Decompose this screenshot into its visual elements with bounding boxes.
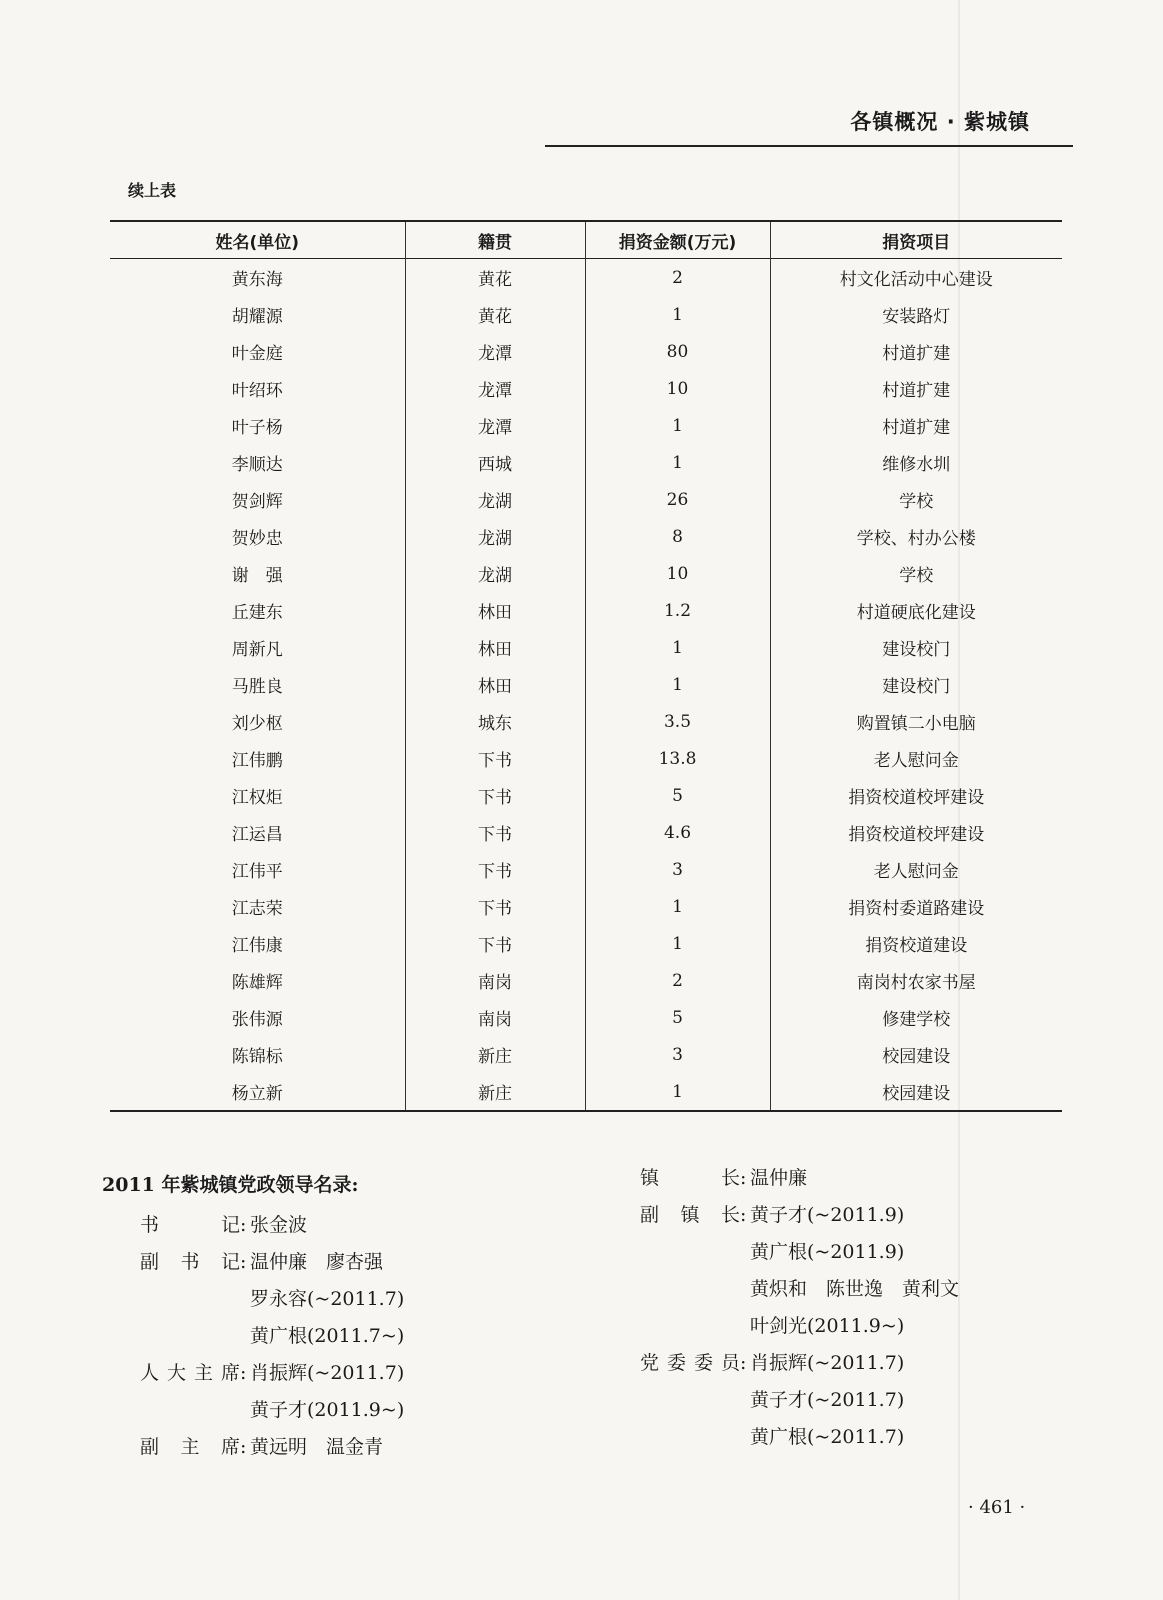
leader-names: 罗永容(~2011.7)	[250, 1288, 405, 1310]
leader-entry	[640, 1271, 959, 1308]
leader-entry	[640, 1160, 959, 1197]
donor-origin: 龙湖	[405, 555, 585, 592]
position-colon	[740, 1234, 750, 1271]
donor-origin: 龙潭	[405, 333, 585, 370]
table-row	[110, 629, 1062, 666]
position-colon	[740, 1308, 750, 1345]
column-header-amount: 捐资金额(万元)	[585, 221, 770, 259]
table-row	[110, 851, 1062, 888]
table-row	[110, 444, 1062, 481]
table-row	[110, 703, 1062, 740]
leader-position	[640, 1419, 740, 1456]
leaders-list-title: 2011 年紫城镇党政领导名录:	[102, 1174, 359, 1196]
leader-position	[140, 1318, 240, 1355]
donor-name: 周新凡	[231, 640, 283, 660]
donor-name: 江运昌	[231, 825, 283, 845]
leader-entry	[640, 1419, 959, 1456]
donor-name: 贺剑辉	[231, 492, 283, 512]
donation-amount: 3	[585, 851, 770, 888]
leader-entry	[140, 1429, 404, 1466]
leader-names: 温仲廉 廖杏强	[250, 1251, 384, 1273]
donor-origin: 林田	[405, 666, 585, 703]
position-colon	[240, 1281, 250, 1318]
donor-origin: 城东	[405, 703, 585, 740]
running-header: 各镇概况 · 紫城镇	[850, 110, 1030, 134]
donation-table-header	[110, 221, 1062, 259]
donor-origin: 林田	[405, 592, 585, 629]
donor-name: 江伟鹏	[231, 751, 283, 771]
leader-entry	[640, 1234, 959, 1271]
column-header-name: 姓名(单位)	[215, 232, 300, 253]
table-continued-caption: 续上表	[128, 181, 177, 200]
table-row	[110, 925, 1062, 962]
donor-name: 李顺达	[231, 455, 283, 475]
donation-amount: 1	[585, 407, 770, 444]
leader-entry	[640, 1308, 959, 1345]
donor-origin: 龙湖	[405, 481, 585, 518]
donation-amount: 2	[585, 259, 770, 297]
position-colon	[740, 1382, 750, 1419]
leader-position: 副主席	[140, 1436, 240, 1458]
leader-entry	[640, 1345, 959, 1382]
donor-name: 张伟源	[231, 1010, 283, 1030]
donor-name: 谢 强	[231, 566, 283, 586]
donation-project: 村道扩建	[770, 333, 1062, 370]
leader-entry	[140, 1318, 404, 1355]
donation-amount: 8	[585, 518, 770, 555]
donor-origin: 黄花	[405, 259, 585, 297]
donor-origin: 下书	[405, 777, 585, 814]
donation-amount: 10	[585, 555, 770, 592]
leader-names: 黄子才(~2011.9)	[750, 1204, 905, 1226]
donation-project: 学校	[770, 481, 1062, 518]
donation-project: 村道扩建	[770, 370, 1062, 407]
donation-amount: 1	[585, 629, 770, 666]
donation-table	[110, 220, 1062, 1112]
donor-origin: 下书	[405, 814, 585, 851]
donor-name: 江伟康	[231, 936, 283, 956]
donation-project: 学校、村办公楼	[770, 518, 1062, 555]
donation-amount: 10	[585, 370, 770, 407]
donor-origin: 新庄	[405, 1036, 585, 1073]
table-row	[110, 740, 1062, 777]
leaders-right-column	[640, 1160, 959, 1456]
table-row	[110, 1073, 1062, 1111]
donation-project: 校园建设	[770, 1036, 1062, 1073]
leader-names: 黄炽和 陈世逸 黄利文	[750, 1278, 960, 1300]
donor-name: 叶绍环	[231, 381, 283, 401]
table-row	[110, 999, 1062, 1036]
donor-origin: 南岗	[405, 999, 585, 1036]
donation-amount: 5	[585, 999, 770, 1036]
donor-origin: 下书	[405, 851, 585, 888]
donor-name: 马胜良	[231, 677, 283, 697]
position-colon: :	[240, 1251, 247, 1273]
table-row	[110, 481, 1062, 518]
donor-name: 胡耀源	[231, 307, 283, 327]
donation-project: 捐资校道校坪建设	[770, 777, 1062, 814]
leader-names: 黄子才(2011.9~)	[250, 1399, 405, 1421]
table-row	[110, 296, 1062, 333]
leader-position: 镇长	[640, 1167, 740, 1189]
donation-amount: 13.8	[585, 740, 770, 777]
leader-entry	[640, 1197, 959, 1234]
donor-origin: 下书	[405, 925, 585, 962]
donation-project: 安装路灯	[770, 296, 1062, 333]
donation-amount: 5	[585, 777, 770, 814]
donation-amount: 26	[585, 481, 770, 518]
donation-project: 建设校门	[770, 666, 1062, 703]
donation-project: 修建学校	[770, 999, 1062, 1036]
donor-name: 陈锦标	[231, 1047, 283, 1067]
donation-project: 建设校门	[770, 629, 1062, 666]
position-colon	[740, 1419, 750, 1456]
leader-names: 黄广根(2011.7~)	[250, 1325, 405, 1347]
donation-project: 南岗村农家书屋	[770, 962, 1062, 999]
column-header-project: 捐资项目	[770, 221, 1062, 259]
donation-project: 校园建设	[770, 1073, 1062, 1111]
table-row	[110, 259, 1062, 297]
leader-names: 温仲廉	[750, 1167, 808, 1189]
leader-entry	[140, 1281, 404, 1318]
donor-origin: 下书	[405, 888, 585, 925]
leader-entry	[640, 1382, 959, 1419]
position-colon: :	[240, 1436, 247, 1458]
donation-amount: 1.2	[585, 592, 770, 629]
donor-origin: 龙潭	[405, 370, 585, 407]
donor-origin: 南岗	[405, 962, 585, 999]
donor-origin: 下书	[405, 740, 585, 777]
table-row	[110, 1036, 1062, 1073]
donation-amount: 3	[585, 1036, 770, 1073]
donor-origin: 龙潭	[405, 407, 585, 444]
donor-name: 杨立新	[231, 1084, 283, 1104]
leader-position: 副镇长	[640, 1204, 740, 1226]
donation-project: 老人慰问金	[770, 740, 1062, 777]
position-colon: :	[740, 1352, 747, 1374]
donor-origin: 新庄	[405, 1073, 585, 1111]
leader-entry	[140, 1355, 404, 1392]
position-colon: :	[240, 1214, 247, 1236]
donor-name: 叶金庭	[231, 344, 283, 364]
position-colon	[740, 1271, 750, 1308]
position-colon	[240, 1392, 250, 1429]
donation-amount: 80	[585, 333, 770, 370]
table-row	[110, 518, 1062, 555]
donor-name: 陈雄辉	[231, 973, 283, 993]
donation-project: 村道扩建	[770, 407, 1062, 444]
leader-position	[140, 1392, 240, 1429]
donor-name: 丘建东	[231, 603, 283, 623]
position-colon: :	[740, 1204, 747, 1226]
leader-position	[640, 1234, 740, 1271]
header-rule	[545, 145, 1073, 147]
leaders-left-column	[140, 1207, 404, 1466]
donation-table-body	[110, 259, 1062, 1112]
leader-position	[640, 1308, 740, 1345]
donor-origin: 林田	[405, 629, 585, 666]
donation-project: 村文化活动中心建设	[770, 259, 1062, 297]
table-row	[110, 592, 1062, 629]
header-row	[110, 221, 1062, 259]
leader-names: 黄广根(~2011.9)	[750, 1241, 905, 1263]
table-row	[110, 333, 1062, 370]
table-row	[110, 888, 1062, 925]
donor-name: 黄东海	[231, 270, 283, 290]
donation-project: 学校	[770, 555, 1062, 592]
donation-project: 捐资村委道路建设	[770, 888, 1062, 925]
donor-name: 江志荣	[231, 899, 283, 919]
donation-project: 维修水圳	[770, 444, 1062, 481]
table-row	[110, 962, 1062, 999]
donor-name: 江权炬	[231, 788, 283, 808]
leader-names: 黄广根(~2011.7)	[750, 1426, 905, 1448]
table-row	[110, 777, 1062, 814]
donor-name: 江伟平	[231, 862, 283, 882]
leader-names: 肖振辉(~2011.7)	[250, 1362, 405, 1384]
leader-position: 党委委员	[640, 1352, 740, 1374]
leader-names: 肖振辉(~2011.7)	[750, 1352, 905, 1374]
table-row	[110, 555, 1062, 592]
donation-amount: 1	[585, 444, 770, 481]
leader-entry	[140, 1207, 404, 1244]
leader-entry	[140, 1244, 404, 1281]
donor-origin: 黄花	[405, 296, 585, 333]
position-colon: :	[240, 1362, 247, 1384]
position-colon	[240, 1318, 250, 1355]
table-row	[110, 370, 1062, 407]
donation-amount: 3.5	[585, 703, 770, 740]
donor-name: 贺妙忠	[231, 529, 283, 549]
leader-names: 黄子才(~2011.7)	[750, 1389, 905, 1411]
donation-project: 捐资校道建设	[770, 925, 1062, 962]
donor-name: 叶子杨	[231, 418, 283, 438]
table-row	[110, 407, 1062, 444]
donation-project: 老人慰问金	[770, 851, 1062, 888]
donor-origin: 龙湖	[405, 518, 585, 555]
donation-project: 捐资校道校坪建设	[770, 814, 1062, 851]
column-header-origin: 籍贯	[405, 221, 585, 259]
page-number: · 461 ·	[968, 1497, 1026, 1518]
donor-name: 刘少枢	[231, 714, 283, 734]
leader-entry	[140, 1392, 404, 1429]
donation-amount: 1	[585, 296, 770, 333]
leader-position	[140, 1281, 240, 1318]
leader-position: 人大主席	[140, 1362, 240, 1384]
donation-amount: 4.6	[585, 814, 770, 851]
donation-amount: 1	[585, 925, 770, 962]
donation-amount: 1	[585, 888, 770, 925]
leader-names: 叶剑光(2011.9~)	[750, 1315, 905, 1337]
donation-project: 村道硬底化建设	[770, 592, 1062, 629]
table-row	[110, 814, 1062, 851]
leader-names: 黄远明 温金青	[250, 1436, 384, 1458]
table-row	[110, 666, 1062, 703]
donor-origin: 西城	[405, 444, 585, 481]
leader-position: 副书记	[140, 1251, 240, 1273]
donation-amount: 1	[585, 666, 770, 703]
leader-position	[640, 1271, 740, 1308]
leader-position: 书记	[140, 1214, 240, 1236]
donation-project: 购置镇二小电脑	[770, 703, 1062, 740]
leader-names: 张金波	[250, 1214, 308, 1236]
donation-amount: 1	[585, 1073, 770, 1111]
position-colon: :	[740, 1167, 747, 1189]
leader-position	[640, 1382, 740, 1419]
donation-amount: 2	[585, 962, 770, 999]
